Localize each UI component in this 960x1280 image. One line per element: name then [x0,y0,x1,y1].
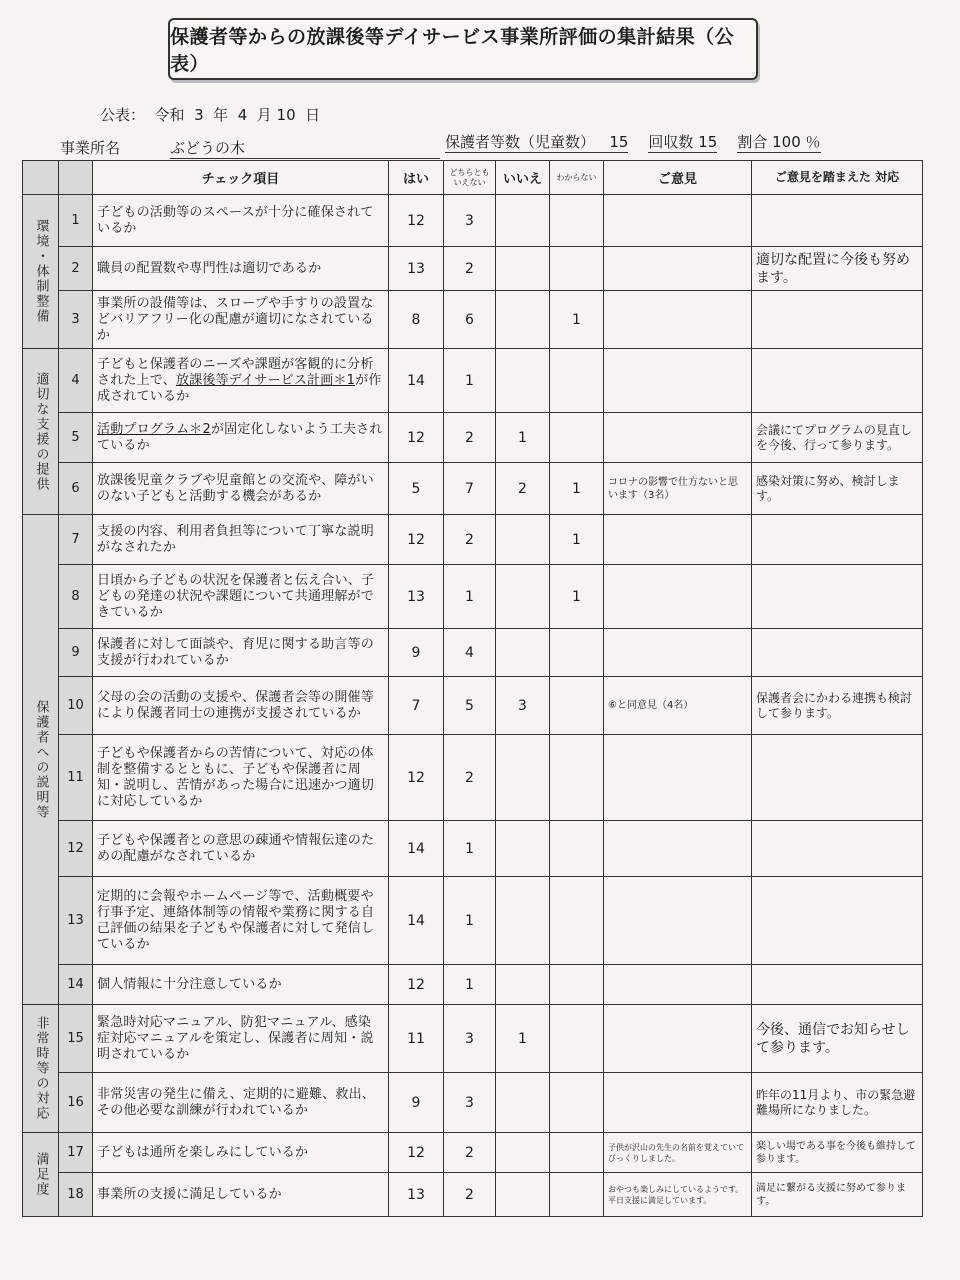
opinion-cell [604,821,752,877]
opinion-cell: コロナの影響で仕方ないと思います（3名） [604,463,752,515]
neither-count: 3 [444,195,496,247]
response-cell [752,349,923,413]
row-number: 4 [59,349,93,413]
opinion-cell [604,515,752,565]
response-cell: 昨年の11月より、市の緊急避難場所になりました。 [752,1073,923,1133]
yes-count: 13 [389,247,444,291]
office-name: ぶどうの木 [170,137,440,159]
check-item: 保護者に対して面談や、育児に関する助言等の支援が行われているか [93,629,389,677]
yes-count: 13 [389,565,444,629]
collected-value: 15 [698,133,718,151]
yes-count: 11 [389,1005,444,1073]
response-cell [752,877,923,965]
check-item: 定期的に会報やホームページ等で、活動概要や行事予定、連絡体制等の情報や業務に関する自己評価の結果を子どもや保護者に対して発信しているか [93,877,389,965]
collected-label: 回収数 [648,133,694,151]
opinion-cell [604,565,752,629]
response-cell: 満足に繋がる支援に努めて参ります。 [752,1173,923,1217]
no-count [496,1173,550,1217]
program-reference: 活動プログラム＊2 [97,421,211,437]
check-item: 子どもは通所を楽しみにしているか [93,1133,389,1173]
table-row [23,515,923,565]
table-row [23,247,923,291]
response-cell: 保護者会にかわる連携も検討して参ります。 [752,677,923,735]
opinion-cell: おやつも楽しみにしているようです。平日支援に満足しています。 [604,1173,752,1217]
ratio-label: 割合 [737,133,768,151]
opinion-cell [604,247,752,291]
row-number: 2 [59,247,93,291]
response-cell [752,821,923,877]
response-cell: 会議にてプログラムの見直しを今後、行って参ります。 [752,413,923,463]
response-cell [752,291,923,349]
no-count: 3 [496,677,550,735]
check-item: 緊急時対応マニュアル、防犯マニュアル、感染症対応マニュアルを策定し、保護者に周知・説明されているか [93,1005,389,1073]
neither-count: 2 [444,515,496,565]
opinion-cell [604,349,752,413]
opinion-cell [604,1073,752,1133]
unknown-count [550,195,604,247]
yes-count: 9 [389,1073,444,1133]
yes-count: 14 [389,349,444,413]
ratio-value: 100 [772,133,801,151]
no-count [496,965,550,1005]
yes-count: 12 [389,515,444,565]
row-number: 5 [59,413,93,463]
publish-date: 公表： 令和 3 年 4 月 10 日 [100,106,321,124]
check-item: 個人情報に十分注意しているか [93,965,389,1005]
yes-count: 7 [389,677,444,735]
check-item: 子どもの活動等のスペースが十分に確保されているか [93,195,389,247]
response-cell: 今後、通信でお知らせして参ります。 [752,1005,923,1073]
no-count [496,515,550,565]
yes-count: 14 [389,877,444,965]
table-row [23,1133,923,1173]
unknown-count [550,735,604,821]
header-check: チェック項目 [93,161,389,195]
header-response: ご意見を踏まえた 対応 [752,161,923,195]
check-item-text: 子どもと保護者のニーズや課題が客観的に分析された上で、 [97,356,374,388]
response-cell [752,965,923,1005]
row-number: 12 [59,821,93,877]
row-number: 6 [59,463,93,515]
evaluation-table [22,160,923,1217]
no-count [496,877,550,965]
yes-count: 13 [389,1173,444,1217]
row-number: 7 [59,515,93,565]
yes-count: 14 [389,821,444,877]
check-item: 日頃から子どもの状況を保護者と伝え合い、子どもの発達の状況や課題について共通理解ができているか [93,565,389,629]
row-number: 17 [59,1133,93,1173]
no-count [496,735,550,821]
neither-count: 2 [444,413,496,463]
neither-count: 3 [444,1005,496,1073]
neither-count: 3 [444,1073,496,1133]
row-number: 18 [59,1173,93,1217]
plan-reference: 放課後等デイサービス計画＊1 [175,372,356,388]
opinion-cell [604,291,752,349]
check-item: 非常災害の発生に備え、定期的に避難、救出、その他必要な訓練が行われているか [93,1073,389,1133]
check-item [93,413,389,463]
row-number: 9 [59,629,93,677]
no-count [496,291,550,349]
unknown-count [550,349,604,413]
no-count [496,247,550,291]
unknown-count [550,877,604,965]
check-item-text: が作成されているか [97,372,382,404]
row-number: 16 [59,1073,93,1133]
neither-count: 2 [444,1133,496,1173]
check-item-text: が固定化しないよう工夫されているか [97,421,383,453]
neither-count: 7 [444,463,496,515]
category-support: 適切な支援の提供 [23,349,59,515]
unknown-count [550,965,604,1005]
opinion-cell [604,965,752,1005]
table-row [23,349,923,413]
opinion-cell [604,877,752,965]
unknown-count [550,1133,604,1173]
table-row [23,965,923,1005]
opinion-cell [604,735,752,821]
no-count [496,565,550,629]
check-item [93,349,389,413]
table-row [23,821,923,877]
opinion-cell: 子供が沢山の先生の名前を覚えていてびっくりしました。 [604,1133,752,1173]
unknown-count: 1 [550,291,604,349]
neither-count: 1 [444,877,496,965]
table-row [23,463,923,515]
table-row [23,735,923,821]
response-cell [752,629,923,677]
survey-stats [445,131,821,153]
opinion-cell: ⑥と同意見（4名） [604,677,752,735]
children-value: 15 [609,133,629,151]
yes-count: 12 [389,1133,444,1173]
neither-count: 5 [444,677,496,735]
office-line [60,137,440,159]
neither-count: 1 [444,821,496,877]
response-cell: 楽しい場である事を今後も維持して参ります。 [752,1133,923,1173]
unknown-count [550,1005,604,1073]
yes-count: 12 [389,965,444,1005]
check-item: 放課後児童クラブや児童館との交流や、障がいのない子どもと活動する機会があるか [93,463,389,515]
children-label: 保護者等数（児童数） [445,133,596,151]
no-count: 1 [496,413,550,463]
opinion-cell [604,629,752,677]
no-count [496,349,550,413]
table-row [23,877,923,965]
row-number: 3 [59,291,93,349]
row-number: 14 [59,965,93,1005]
unknown-count [550,629,604,677]
row-number: 10 [59,677,93,735]
yes-count: 9 [389,629,444,677]
check-item: 事業所の設備等は、スロープや手すりの設置などバリアフリー化の配慮が適切になされているか [93,291,389,349]
row-number: 1 [59,195,93,247]
row-number: 11 [59,735,93,821]
unknown-count [550,1073,604,1133]
response-cell: 適切な配置に今後も努めます。 [752,247,923,291]
table-row [23,1073,923,1133]
no-count [496,1073,550,1133]
neither-count: 2 [444,735,496,821]
table-row [23,1005,923,1073]
yes-count: 8 [389,291,444,349]
header-no: いいえ [496,161,550,195]
no-count [496,821,550,877]
table-row [23,195,923,247]
category-environment: 環境・体制整備 [23,195,59,349]
unknown-count [550,1173,604,1217]
table-row [23,677,923,735]
unknown-count: 1 [550,515,604,565]
header-blank [23,161,59,195]
check-item: 子どもや保護者からの苦情について、対応の体制を整備するとともに、子どもや保護者に周知・説明し、苦情があった場合に迅速かつ適切に対応しているか [93,735,389,821]
unknown-count [550,821,604,877]
check-item: 職員の配置数や専門性は適切であるか [93,247,389,291]
yes-count: 12 [389,735,444,821]
table-row [23,291,923,349]
opinion-cell [604,195,752,247]
header-row [23,161,923,195]
table-row [23,565,923,629]
neither-count: 1 [444,349,496,413]
unknown-count [550,413,604,463]
header-neither: どちらとも いえない [444,161,496,195]
check-item: 父母の会の活動の支援や、保護者会等の開催等により保護者同士の連携が支援されているか [93,677,389,735]
category-explanation: 保護者への説明等 [23,515,59,1005]
response-cell [752,195,923,247]
no-count: 2 [496,463,550,515]
no-count [496,1133,550,1173]
neither-count: 1 [444,565,496,629]
row-number: 13 [59,877,93,965]
category-satisfaction: 満足度 [23,1133,59,1217]
response-cell: 感染対策に努め、検討します。 [752,463,923,515]
no-count [496,629,550,677]
check-item: 子どもや保護者との意思の疎通や情報伝達のための配慮がなされているか [93,821,389,877]
check-item: 支援の内容、利用者負担等について丁寧な説明がなされたか [93,515,389,565]
document-title: 保護者等からの放課後等デイサービス事業所評価の集計結果（公表） [168,18,758,80]
response-cell [752,565,923,629]
neither-count: 2 [444,1173,496,1217]
check-item: 事業所の支援に満足しているか [93,1173,389,1217]
unknown-count: 1 [550,463,604,515]
row-number: 8 [59,565,93,629]
neither-count: 4 [444,629,496,677]
neither-count: 2 [444,247,496,291]
table-row [23,629,923,677]
ratio-unit: ％ [805,133,821,151]
header-yes: はい [389,161,444,195]
unknown-count: 1 [550,565,604,629]
unknown-count [550,677,604,735]
category-emergency: 非常時等の対応 [23,1005,59,1133]
response-cell [752,735,923,821]
table-row [23,1173,923,1217]
row-number: 15 [59,1005,93,1073]
yes-count: 12 [389,195,444,247]
yes-count: 12 [389,413,444,463]
table-row [23,413,923,463]
no-count: 1 [496,1005,550,1073]
opinion-cell [604,1005,752,1073]
office-label: 事業所名 [60,139,121,157]
header-unknown: わからない [550,161,604,195]
response-cell [752,515,923,565]
yes-count: 5 [389,463,444,515]
neither-count: 1 [444,965,496,1005]
neither-count: 6 [444,291,496,349]
header-opinion: ご意見 [604,161,752,195]
unknown-count [550,247,604,291]
no-count [496,195,550,247]
opinion-cell [604,413,752,463]
header-blank [59,161,93,195]
